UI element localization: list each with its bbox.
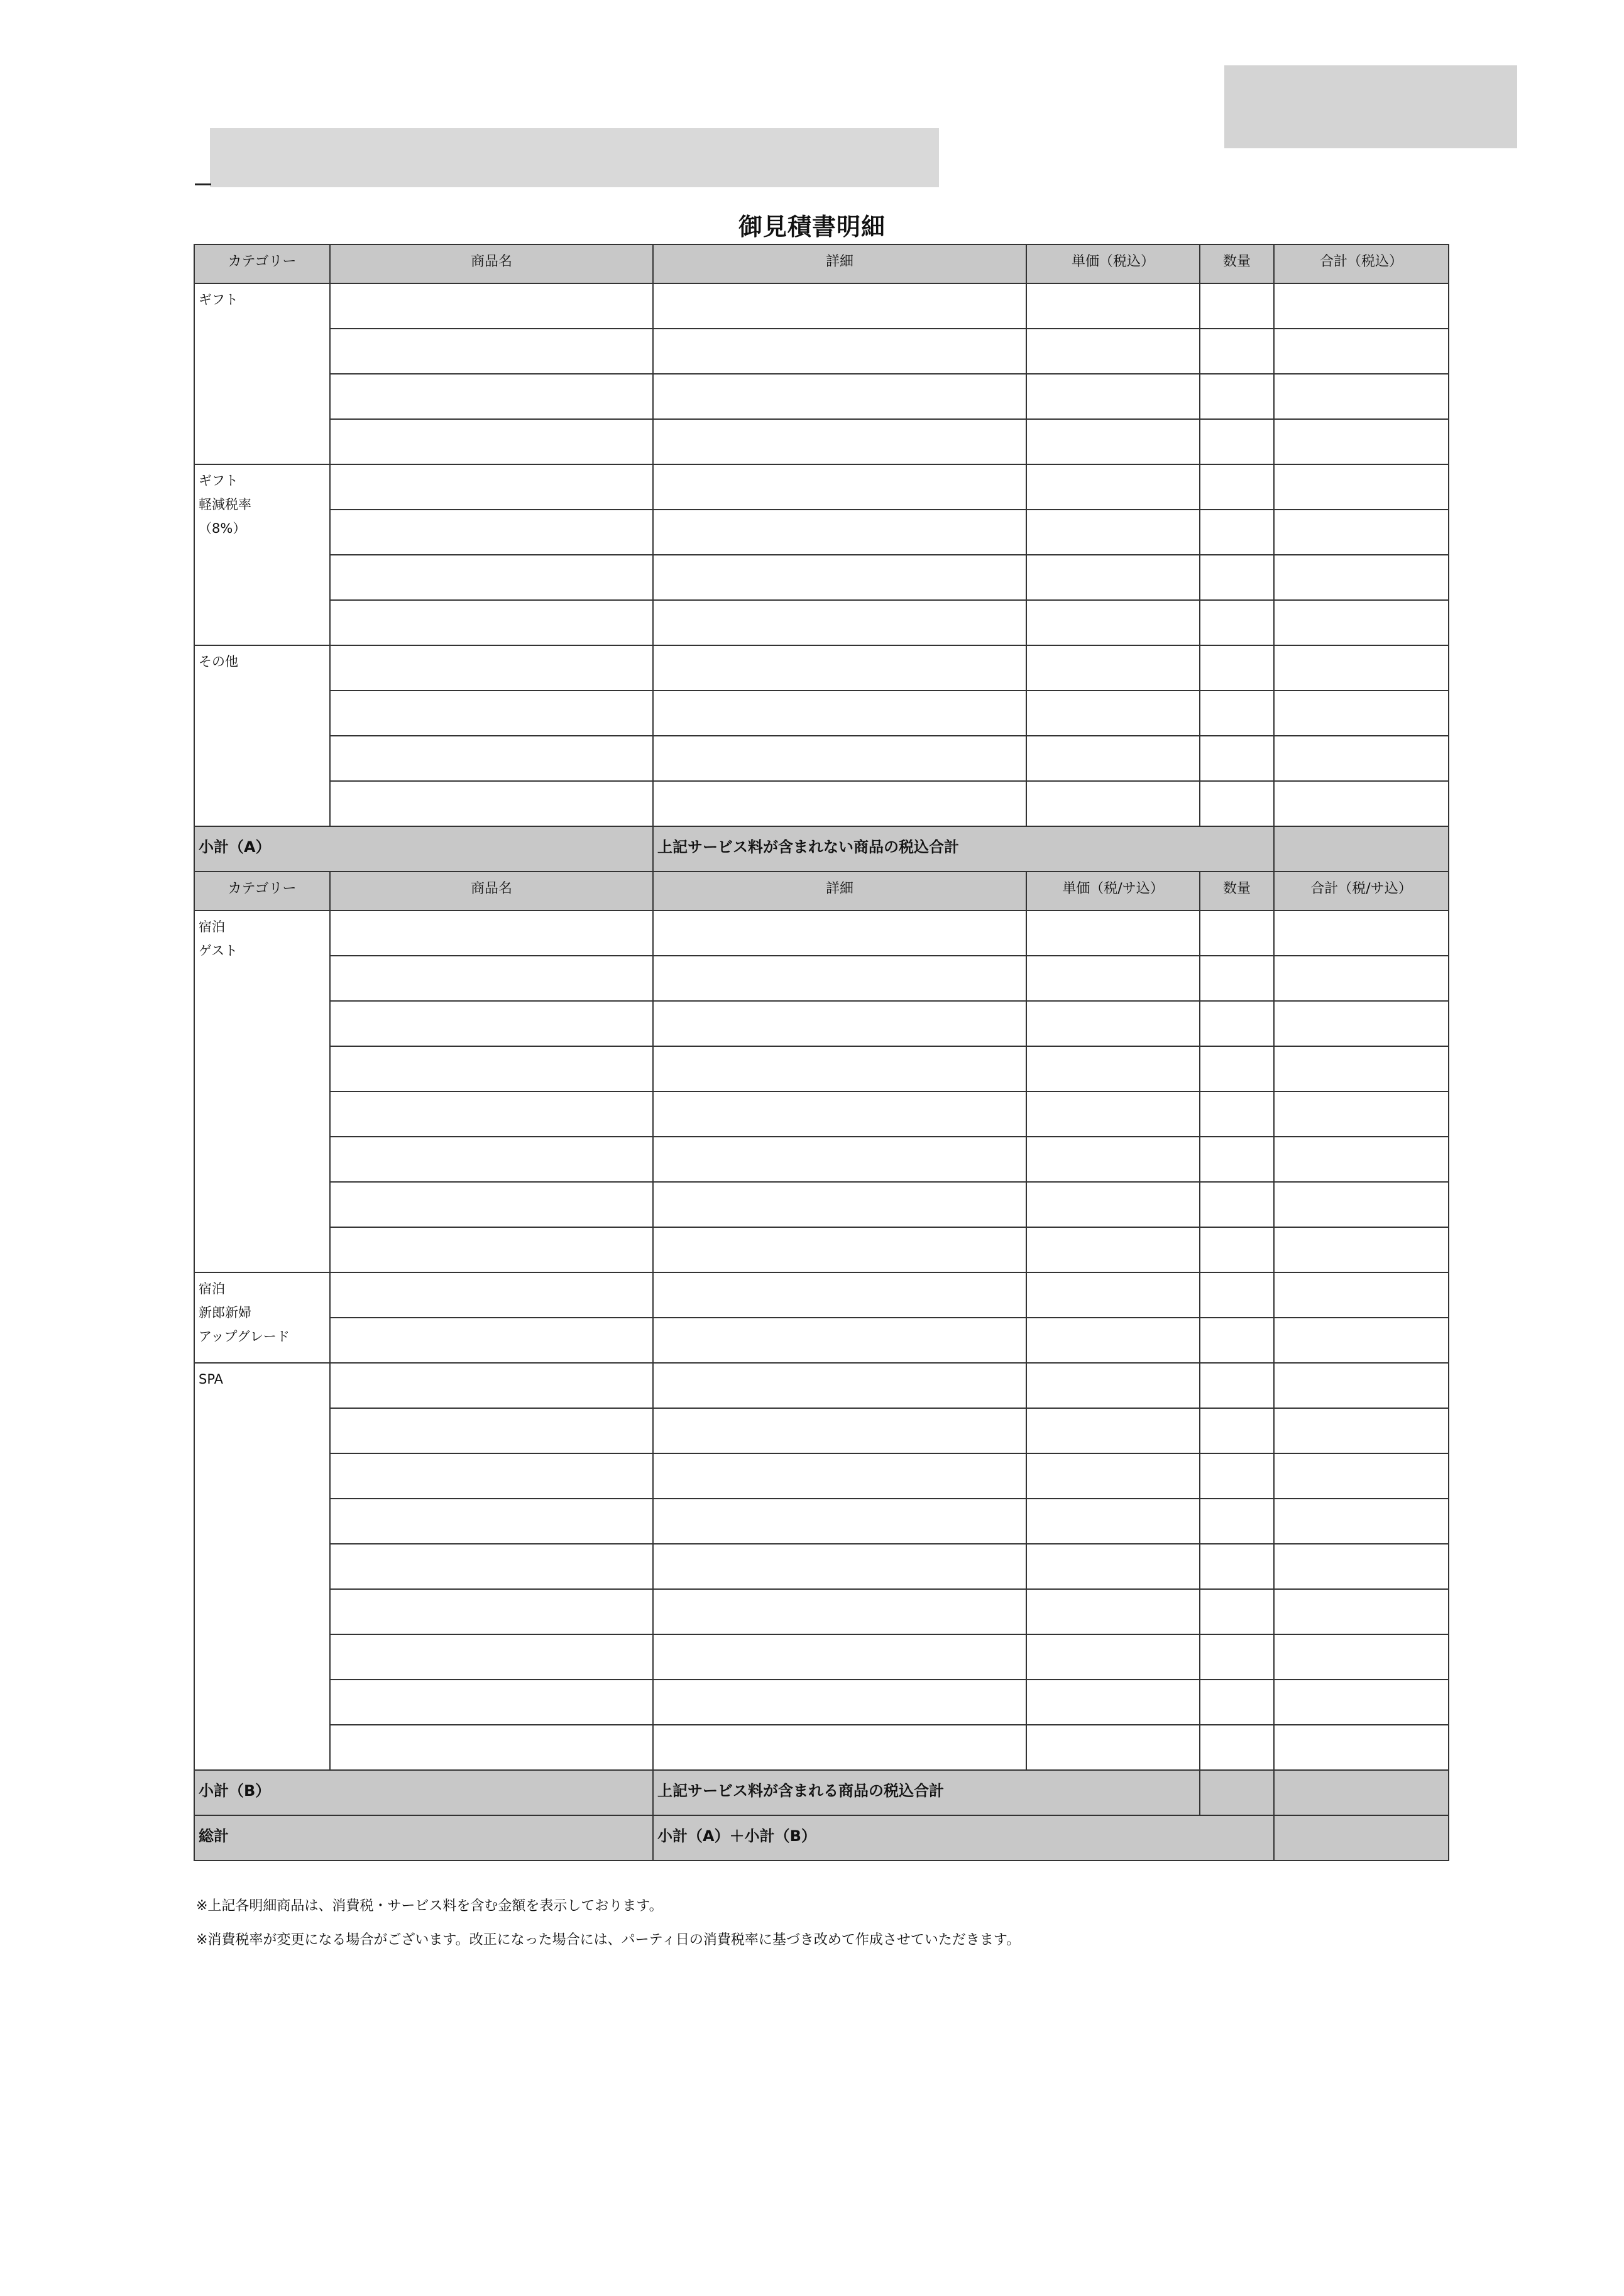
- quantity-cell[interactable]: [1199, 1408, 1275, 1454]
- line-total-cell[interactable]: [1273, 1724, 1449, 1771]
- product-name-cell[interactable]: [329, 1317, 654, 1364]
- category-label-line: アップグレード: [199, 1329, 290, 1344]
- quantity-cell[interactable]: [1199, 1498, 1275, 1544]
- unit-price-cell[interactable]: [1026, 1543, 1200, 1590]
- quantity-cell[interactable]: [1199, 1362, 1275, 1409]
- unit-price-cell[interactable]: [1026, 955, 1200, 1002]
- line-total-cell[interactable]: [1273, 1408, 1449, 1454]
- product-name-cell[interactable]: [329, 1000, 654, 1047]
- line-total-cell[interactable]: [1273, 735, 1449, 782]
- product-name-cell[interactable]: [329, 554, 654, 601]
- product-name-cell[interactable]: [329, 1724, 654, 1771]
- line-total-cell[interactable]: [1273, 418, 1449, 465]
- unit-price-cell[interactable]: [1026, 910, 1200, 956]
- header-product-name: 商品名: [329, 244, 654, 284]
- product-name-cell[interactable]: [329, 1136, 654, 1183]
- product-name-cell[interactable]: [329, 464, 654, 510]
- header-details: 詳細: [652, 244, 1027, 284]
- details-cell[interactable]: [652, 1000, 1027, 1047]
- category-cell: [194, 1272, 331, 1364]
- details-cell[interactable]: [652, 1588, 1027, 1635]
- unit-price-cell[interactable]: [1026, 735, 1200, 782]
- product-name-cell[interactable]: [329, 509, 654, 555]
- details-cell[interactable]: [652, 1046, 1027, 1092]
- product-name-cell[interactable]: [329, 1272, 654, 1318]
- unit-price-cell[interactable]: [1026, 1046, 1200, 1092]
- category-label-line: ギフト: [199, 292, 238, 307]
- details-cell[interactable]: [652, 1362, 1027, 1409]
- line-total-cell[interactable]: [1273, 1543, 1449, 1590]
- details-cell[interactable]: [652, 735, 1027, 782]
- quantity-cell[interactable]: [1199, 1588, 1275, 1635]
- unit-price-cell[interactable]: [1026, 418, 1200, 465]
- subtotal-b-label: 小計（B）: [194, 1769, 654, 1816]
- product-name-cell[interactable]: [329, 1181, 654, 1228]
- product-name-cell[interactable]: [329, 1543, 654, 1590]
- details-cell[interactable]: [652, 1634, 1027, 1680]
- unit-price-cell[interactable]: [1026, 1272, 1200, 1318]
- product-name-cell[interactable]: [329, 1634, 654, 1680]
- details-cell[interactable]: [652, 1227, 1027, 1273]
- subtotal-b-description: 上記サービス料が含まれる商品の税込合計: [652, 1769, 1200, 1816]
- quantity-cell[interactable]: [1199, 735, 1275, 782]
- quantity-cell[interactable]: [1199, 1453, 1275, 1499]
- category-label-line: 新郎新婦: [199, 1305, 251, 1320]
- subtotal-b-amount[interactable]: [1273, 1769, 1449, 1816]
- quantity-cell[interactable]: [1199, 645, 1275, 691]
- details-cell[interactable]: [652, 1724, 1027, 1771]
- addressee-underline: [195, 183, 211, 185]
- header-total: 合計（税/サ込）: [1273, 871, 1449, 911]
- header-quantity: 数量: [1199, 871, 1275, 911]
- details-cell[interactable]: [652, 599, 1027, 646]
- details-cell[interactable]: [652, 509, 1027, 555]
- header-quantity: 数量: [1199, 244, 1275, 284]
- unit-price-cell[interactable]: [1026, 554, 1200, 601]
- unit-price-cell[interactable]: [1026, 1362, 1200, 1409]
- quantity-cell[interactable]: [1199, 1543, 1275, 1590]
- unit-price-cell[interactable]: [1026, 690, 1200, 736]
- product-name-cell[interactable]: [329, 1091, 654, 1137]
- quantity-cell[interactable]: [1199, 955, 1275, 1002]
- unit-price-cell[interactable]: [1026, 1091, 1200, 1137]
- product-name-cell[interactable]: [329, 645, 654, 691]
- line-total-cell[interactable]: [1273, 1498, 1449, 1544]
- category-label-line: ギフト: [199, 473, 238, 488]
- line-total-cell[interactable]: [1273, 1000, 1449, 1047]
- unit-price-cell[interactable]: [1026, 328, 1200, 374]
- product-name-cell[interactable]: [329, 955, 654, 1002]
- product-name-cell[interactable]: [329, 418, 654, 465]
- header-product-name: 商品名: [329, 871, 654, 911]
- details-cell[interactable]: [652, 1091, 1027, 1137]
- unit-price-cell[interactable]: [1026, 645, 1200, 691]
- details-cell[interactable]: [652, 645, 1027, 691]
- quantity-cell[interactable]: [1199, 1000, 1275, 1047]
- category-cell: [194, 910, 331, 1273]
- category-label-line: ゲスト: [199, 943, 238, 958]
- line-total-cell[interactable]: [1273, 1091, 1449, 1137]
- product-name-cell[interactable]: [329, 283, 654, 329]
- category-label-line: その他: [199, 654, 238, 669]
- details-cell[interactable]: [652, 955, 1027, 1002]
- unit-price-cell[interactable]: [1026, 1588, 1200, 1635]
- quantity-cell[interactable]: [1199, 780, 1275, 827]
- quantity-cell[interactable]: [1199, 1679, 1275, 1725]
- details-cell[interactable]: [652, 1543, 1027, 1590]
- quantity-cell[interactable]: [1199, 554, 1275, 601]
- category-cell: [194, 1362, 331, 1771]
- subtotal-b-quantity[interactable]: [1199, 1769, 1275, 1816]
- line-total-cell[interactable]: [1273, 955, 1449, 1002]
- unit-price-cell[interactable]: [1026, 1453, 1200, 1499]
- line-total-cell[interactable]: [1273, 509, 1449, 555]
- quantity-cell[interactable]: [1199, 1136, 1275, 1183]
- quantity-cell[interactable]: [1199, 690, 1275, 736]
- redacted-block-top-right: [1224, 65, 1517, 148]
- line-total-cell[interactable]: [1273, 690, 1449, 736]
- line-total-cell[interactable]: [1273, 1136, 1449, 1183]
- quantity-cell[interactable]: [1199, 373, 1275, 420]
- details-cell[interactable]: [652, 1272, 1027, 1318]
- quantity-cell[interactable]: [1199, 1227, 1275, 1273]
- quantity-cell[interactable]: [1199, 1091, 1275, 1137]
- product-name-cell[interactable]: [329, 1362, 654, 1409]
- quantity-cell[interactable]: [1199, 599, 1275, 646]
- grand-total-label: 総計: [194, 1815, 654, 1861]
- product-name-cell[interactable]: [329, 780, 654, 827]
- line-total-cell[interactable]: [1273, 373, 1449, 420]
- details-cell[interactable]: [652, 328, 1027, 374]
- header-details: 詳細: [652, 871, 1027, 911]
- details-cell[interactable]: [652, 1498, 1027, 1544]
- product-name-cell[interactable]: [329, 373, 654, 420]
- unit-price-cell[interactable]: [1026, 1498, 1200, 1544]
- details-cell[interactable]: [652, 554, 1027, 601]
- grand-total-description: 小計（A）＋小計（B）: [652, 1815, 1275, 1861]
- category-label-line: 軽減税率: [199, 497, 251, 512]
- line-total-cell[interactable]: [1273, 1634, 1449, 1680]
- line-total-cell[interactable]: [1273, 328, 1449, 374]
- header-unit-price: 単価（税/サ込）: [1026, 871, 1200, 911]
- quantity-cell[interactable]: [1199, 1317, 1275, 1364]
- category-label-line: 宿泊: [199, 919, 225, 934]
- product-name-cell[interactable]: [329, 328, 654, 374]
- grand-total-amount[interactable]: [1273, 1815, 1449, 1861]
- header-total: 合計（税込）: [1273, 244, 1449, 284]
- subtotal-a-label: 小計（A）: [194, 826, 654, 872]
- line-total-cell[interactable]: [1273, 1181, 1449, 1228]
- subtotal-a-amount[interactable]: [1273, 826, 1449, 872]
- line-total-cell[interactable]: [1273, 1679, 1449, 1725]
- line-total-cell[interactable]: [1273, 1272, 1449, 1318]
- unit-price-cell[interactable]: [1026, 1679, 1200, 1725]
- unit-price-cell[interactable]: [1026, 1000, 1200, 1047]
- header-unit-price: 単価（税込）: [1026, 244, 1200, 284]
- category-cell: [194, 464, 331, 646]
- details-cell[interactable]: [652, 1408, 1027, 1454]
- product-name-cell[interactable]: [329, 735, 654, 782]
- line-total-cell[interactable]: [1273, 1453, 1449, 1499]
- unit-price-cell[interactable]: [1026, 1317, 1200, 1364]
- footnote-tax-included: ※上記各明細商品は、消費税・サービス料を含む金額を表示しております。: [196, 1898, 663, 1914]
- unit-price-cell[interactable]: [1026, 283, 1200, 329]
- product-name-cell[interactable]: [329, 1453, 654, 1499]
- line-total-cell[interactable]: [1273, 283, 1449, 329]
- category-cell: [194, 283, 331, 465]
- page-title: 御見積書明細: [738, 213, 886, 241]
- details-cell[interactable]: [652, 418, 1027, 465]
- product-name-cell[interactable]: [329, 910, 654, 956]
- product-name-cell[interactable]: [329, 1498, 654, 1544]
- category-label-line: 宿泊: [199, 1281, 225, 1296]
- redacted-addressee-block: [210, 128, 939, 187]
- product-name-cell[interactable]: [329, 1679, 654, 1725]
- quantity-cell[interactable]: [1199, 283, 1275, 329]
- unit-price-cell[interactable]: [1026, 599, 1200, 646]
- quantity-cell[interactable]: [1199, 464, 1275, 510]
- unit-price-cell[interactable]: [1026, 1408, 1200, 1454]
- unit-price-cell[interactable]: [1026, 464, 1200, 510]
- line-total-cell[interactable]: [1273, 554, 1449, 601]
- header-category: カテゴリー: [194, 244, 331, 284]
- details-cell[interactable]: [652, 1679, 1027, 1725]
- details-cell[interactable]: [652, 283, 1027, 329]
- unit-price-cell[interactable]: [1026, 1724, 1200, 1771]
- line-total-cell[interactable]: [1273, 1362, 1449, 1409]
- details-cell[interactable]: [652, 690, 1027, 736]
- product-name-cell[interactable]: [329, 1408, 654, 1454]
- quantity-cell[interactable]: [1199, 1181, 1275, 1228]
- unit-price-cell[interactable]: [1026, 1181, 1200, 1228]
- quantity-cell[interactable]: [1199, 1724, 1275, 1771]
- unit-price-cell[interactable]: [1026, 780, 1200, 827]
- unit-price-cell[interactable]: [1026, 1634, 1200, 1680]
- quantity-cell[interactable]: [1199, 418, 1275, 465]
- line-total-cell[interactable]: [1273, 1227, 1449, 1273]
- product-name-cell[interactable]: [329, 690, 654, 736]
- line-total-cell[interactable]: [1273, 1588, 1449, 1635]
- quantity-cell[interactable]: [1199, 1046, 1275, 1092]
- details-cell[interactable]: [652, 373, 1027, 420]
- product-name-cell[interactable]: [329, 1588, 654, 1635]
- details-cell[interactable]: [652, 464, 1027, 510]
- category-label-line: （8%）: [199, 521, 246, 536]
- category-cell: [194, 645, 331, 827]
- details-cell[interactable]: [652, 910, 1027, 956]
- product-name-cell[interactable]: [329, 1046, 654, 1092]
- footnote-tax-rate-change: ※消費税率が変更になる場合がございます。改正になった場合には、パーティ日の消費税率に基づき改めて作成させていただきます。: [196, 1932, 1021, 1948]
- line-total-cell[interactable]: [1273, 1046, 1449, 1092]
- unit-price-cell[interactable]: [1026, 1136, 1200, 1183]
- product-name-cell[interactable]: [329, 1227, 654, 1273]
- details-cell[interactable]: [652, 1136, 1027, 1183]
- product-name-cell[interactable]: [329, 599, 654, 646]
- quantity-cell[interactable]: [1199, 1634, 1275, 1680]
- unit-price-cell[interactable]: [1026, 509, 1200, 555]
- quantity-cell[interactable]: [1199, 1272, 1275, 1318]
- line-total-cell[interactable]: [1273, 599, 1449, 646]
- quantity-cell[interactable]: [1199, 328, 1275, 374]
- unit-price-cell[interactable]: [1026, 373, 1200, 420]
- line-total-cell[interactable]: [1273, 464, 1449, 510]
- line-total-cell[interactable]: [1273, 910, 1449, 956]
- details-cell[interactable]: [652, 1453, 1027, 1499]
- details-cell[interactable]: [652, 1181, 1027, 1228]
- quantity-cell[interactable]: [1199, 509, 1275, 555]
- quantity-cell[interactable]: [1199, 910, 1275, 956]
- line-total-cell[interactable]: [1273, 1317, 1449, 1364]
- unit-price-cell[interactable]: [1026, 1227, 1200, 1273]
- category-label-line: SPA: [199, 1372, 224, 1387]
- line-total-cell[interactable]: [1273, 780, 1449, 827]
- line-total-cell[interactable]: [1273, 645, 1449, 691]
- details-cell[interactable]: [652, 1317, 1027, 1364]
- subtotal-a-description: 上記サービス料が含まれない商品の税込合計: [652, 826, 1275, 872]
- header-category: カテゴリー: [194, 871, 331, 911]
- details-cell[interactable]: [652, 780, 1027, 827]
